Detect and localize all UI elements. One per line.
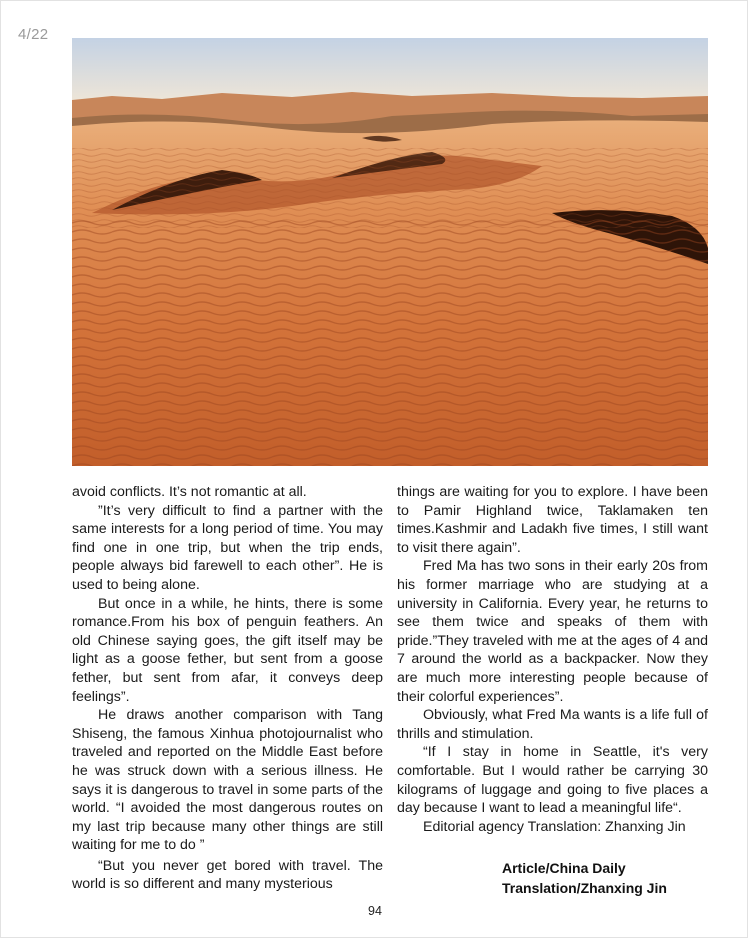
paragraph: But once in a while, he hints, there is some romance.From his box of penguin feathers. An old Chinese saying goes, the gift itself may be light as a goose fether, but sent from a goose fether, but sent from afar, it conveys deep feelings”. (72, 595, 383, 705)
page-number: 94 (368, 904, 382, 918)
page-indicator: 4/22 (18, 26, 49, 43)
paragraph: ”It’s very difficult to find a partner with the same interests for a long period of time. You may find one in one trip, but when the trip ends, people always bid farewell to each other”. He is used to being alone. (72, 502, 383, 593)
paragraph: “But you never get bored with travel. The world is so different and many mysterious (72, 857, 383, 893)
translation-credit: Translation/Zhanxing Jin (502, 880, 667, 896)
article-column-left (72, 483, 383, 894)
paragraph: He draws another comparison with Tang Shiseng, the famous Xinhua photojournalist who traveled and reported on the Middle East before he was struck down with a serious illness. He says it is dangerous to travel in some parts of the world. “I avoided the most dangerous routes on my last trip because many other things are still waiting for me to do ” (72, 707, 383, 854)
article-column-right (397, 483, 708, 836)
desert-photo (72, 38, 708, 466)
paragraph: Editorial agency Translation: Zhanxing Jin (423, 818, 686, 835)
paragraph: “If I stay in home in Seattle, it's very comfortable. But I would rather be carrying 30 kilograms of luggage and going to five places a day because I want to lead a meaningful life“. (397, 744, 708, 817)
paragraph: avoid conflicts. It’s not romantic at all. (72, 484, 307, 500)
paragraph: things are waiting for you to explore. I have been to Pamir Highland twice, Taklamaken ten times.Kashmir and Ladakh five times, I still want to visit there again”. (397, 484, 708, 556)
article-credit: Article/China Daily (502, 860, 626, 876)
paragraph: Fred Ma has two sons in their early 20s from his former marriage who are studying at a university in California. Every year, he returns to see them twice and speaks of them with pride.”They traveled with me at the ages of 4 and 7 around the world as a backpacker. Now they are much more interesting people because of their colorful experiences”. (397, 558, 708, 705)
article-credits (502, 858, 667, 898)
paragraph: Obviously, what Fred Ma wants is a life full of thrills and stimulation. (397, 707, 708, 742)
desert-photo-image (72, 38, 708, 466)
